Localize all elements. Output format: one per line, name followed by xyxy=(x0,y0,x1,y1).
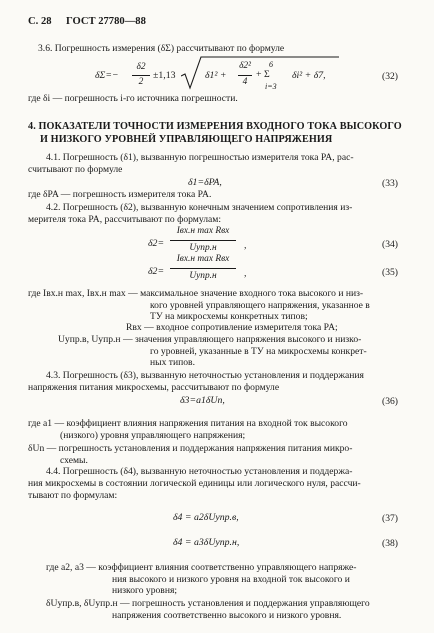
section4-title-line1: 4. ПОКАЗАТЕЛИ ТОЧНОСТИ ИЗМЕРЕНИЯ ВХОДНОГО ТОКА ВЫСОКОГО xyxy=(28,121,402,132)
eq32-sum-top: 6 xyxy=(269,60,273,69)
eq35-lhs: δ2= xyxy=(148,266,165,277)
eq32-lhs: δΣ=− xyxy=(95,70,119,81)
p43-where3: δUn — погрешность установления и поддержания напряжения питания микро- xyxy=(28,443,353,454)
p44-line2: ния микросхемы в состоянии логической единицы или логического нуля, рассчи- xyxy=(28,478,361,489)
standard-id: ГОСТ 27780—88 xyxy=(66,16,146,27)
eq32-root-b-den: 4 xyxy=(242,77,248,87)
p44-line3: тывают по формулам: xyxy=(28,490,118,501)
p44-where3: низкого уровня; xyxy=(112,585,178,596)
eq32-frac-bar xyxy=(132,75,150,76)
p42-where1: где Iвх.н max, Iвх.н max — максимальное значение входного тока высокого и низ- xyxy=(28,288,364,299)
p42-where4: Rвх — входное сопротивление измерителя тока PA; xyxy=(126,322,338,333)
eq34-number: (34) xyxy=(382,239,398,250)
eq38-number: (38) xyxy=(382,538,398,549)
page-number: С. 28 xyxy=(28,16,52,27)
eq35-number: (35) xyxy=(382,267,398,278)
p42-line2: мерителя тока PA, рассчитывают по формулам: xyxy=(28,214,222,225)
eq33-number: (33) xyxy=(382,178,398,189)
p44-line1: 4.4. Погрешность (δ4), вызванную неточностью установления и поддержа- xyxy=(46,466,353,477)
p42-line1: 4.2. Погрешность (δ2), вызванную конечным значением сопротивления из- xyxy=(46,202,353,213)
eq37-number: (37) xyxy=(382,513,398,524)
p36-text: 3.6. Погрешность измерения (δΣ) рассчитывают по формуле xyxy=(38,43,285,54)
p44-where1: где a2, a3 — коэффициент влияния соответственно управляющего напряже- xyxy=(46,562,357,573)
p36-where: где δi — погрешность i-го источника погрешности. xyxy=(28,93,238,104)
p43-line1: 4.3. Погрешность (δ3), вызванную неточностью установления и поддержания xyxy=(46,370,364,381)
eq32-root-c: δi² + δ7, xyxy=(292,70,326,81)
p43-where2: (низкого) уровня управляющего напряжения; xyxy=(60,430,246,441)
eq33: δ1=δPA, xyxy=(188,177,222,188)
p43-line2: напряжения питания микросхемы, рассчитывают по формуле xyxy=(28,382,280,393)
eq32-sum-sign: + Σ xyxy=(256,69,270,80)
eq32-frac-den: 2 xyxy=(138,77,144,87)
eq32-root-b-num: δ2² xyxy=(239,61,251,71)
eq32-number: (32) xyxy=(382,71,398,82)
p42-where5: Uупр.в, Uупр.н — значения управляющего напряжения высокого и низко- xyxy=(58,334,362,345)
eq35-bar xyxy=(170,268,236,269)
section4-title-line2: И НИЗКОГО УРОВНЕЙ УПРАВЛЯЮЩЕГО НАПРЯЖЕНИЯ xyxy=(40,134,333,145)
eq32-sum-bottom: i=3 xyxy=(265,82,277,91)
eq32-frac-num: δ2 xyxy=(136,62,146,72)
eq35-den: Uупр.н xyxy=(189,271,217,281)
p41-where: где δPA — погрешность измерителя тока PA. xyxy=(28,189,212,200)
eq34-den: Uупр.н xyxy=(189,243,217,253)
eq32-root-a: δ1² + xyxy=(205,70,227,81)
eq34-num: Iвх.н max Rвх xyxy=(176,226,230,236)
eq38: δ4 = a3δUупр.н, xyxy=(173,537,240,548)
eq37: δ4 = a2δUупр.в, xyxy=(173,512,239,523)
p44-where5: напряжения соответственно высокого и низкого уровня. xyxy=(112,610,342,621)
p42-where6: го уровней, указанные в ТУ на микросхемы конкрет- xyxy=(150,346,367,357)
eq32-root-b-bar xyxy=(238,75,252,76)
eq35-num: Iвх.н max Rвх xyxy=(176,254,230,264)
eq34-comma: , xyxy=(244,240,247,251)
p43-where4: схемы. xyxy=(60,455,88,466)
p42-where3: ТУ на микросхемы конкретных типов; xyxy=(150,311,308,322)
eq34-bar xyxy=(170,240,236,241)
eq34-lhs: δ2= xyxy=(148,238,165,249)
p41-line1: 4.1. Погрешность (δ1), вызванную погрешностью измерителя тока PA, рас- xyxy=(46,152,354,163)
p44-where2: ния высокого и низкого уровня на входной ток высокого и xyxy=(112,574,350,585)
eq36: δ3=a1δUn, xyxy=(180,395,225,406)
p44-where4: δUупр.в, δUупр.н — погрешность установления и поддержания управляющего xyxy=(46,598,370,609)
eq36-number: (36) xyxy=(382,396,398,407)
p41-line2: считывают по формуле xyxy=(28,164,123,175)
eq35-comma: , xyxy=(244,268,247,279)
eq32-mid: ±1,13 xyxy=(153,70,176,81)
p43-where1: где a1 — коэффициент влияния напряжения питания на входной ток высокого xyxy=(28,418,348,429)
p42-where7: ных типов. xyxy=(150,357,195,368)
p42-where2: кого уровней управляющего напряжения, указанное в xyxy=(150,300,370,311)
